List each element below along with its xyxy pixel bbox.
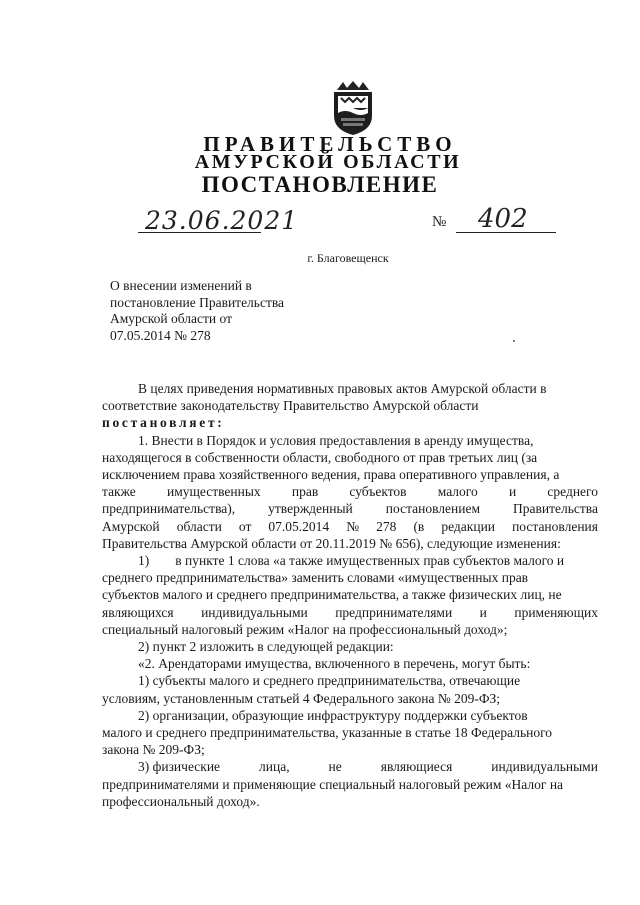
- body-line: закона № 209-ФЗ;: [102, 742, 205, 758]
- word: применяющих: [514, 604, 598, 620]
- body-line: В целях приведения нормативных правовых актов Амурской области в: [138, 381, 547, 396]
- word: также: [102, 484, 136, 500]
- body-line: малого и среднего предпринимательства, указанные в статье 18 Федерального: [102, 725, 553, 741]
- word: предпринимательства),: [102, 501, 236, 517]
- decree-word: постановляет:: [102, 415, 225, 431]
- body-line: Правительства Амурской области от 20.11.2019 № 656), следующие изменения:: [102, 535, 561, 551]
- body-line: специальный налоговый режим «Налог на профессиональный доход»;: [102, 621, 508, 637]
- word: лица,: [259, 759, 290, 775]
- word: утвержденный: [268, 501, 353, 517]
- item-text: в пункте 1 слова «а также имущественных прав субъектов малого и: [175, 553, 565, 569]
- org-title-line2: АМУРСКОЙ ОБЛАСТИ: [194, 151, 462, 173]
- subject-line: Амурской области от: [110, 311, 232, 327]
- body-line: [102, 552, 598, 569]
- subject-line: О внесении изменений в: [110, 278, 252, 293]
- word: Амурской: [102, 518, 160, 534]
- body-line-justified: [102, 483, 598, 500]
- word: индивидуальными: [491, 759, 598, 775]
- body-line: соответствие законодательству Правительство Амурской области: [102, 398, 479, 414]
- date-underline: [138, 232, 261, 233]
- document-body: [102, 380, 598, 810]
- handwritten-number: 402: [478, 204, 528, 234]
- body-line: условиям, установленным статьей 4 Федерального закона № 209-ФЗ;: [102, 690, 501, 706]
- body-line: 1) субъекты малого и среднего предпринимательства, отвечающие: [138, 673, 521, 689]
- body-line: среднего предпринимательства» заменить словами «имущественных прав: [102, 570, 529, 586]
- body-line: 2) пункт 2 изложить в следующей редакции:: [138, 639, 394, 655]
- word: и: [508, 484, 517, 500]
- word: №: [346, 518, 360, 534]
- word: 278: [376, 518, 397, 534]
- coat-of-arms-icon: [329, 80, 377, 136]
- word: редакции: [441, 518, 496, 534]
- word: постановления: [512, 518, 598, 534]
- word: прав: [291, 484, 319, 500]
- item-marker: 1): [138, 553, 150, 569]
- body-line-justified: [102, 518, 598, 535]
- word: имущественных: [166, 484, 261, 500]
- number-underline: [456, 232, 556, 233]
- word: от: [238, 518, 252, 534]
- word: предпринимателями: [335, 604, 453, 620]
- body-line: находящегося в собственности области, свободного от прав третьих лиц (за: [102, 449, 538, 465]
- word: малого: [437, 484, 478, 500]
- city-label: г. Благовещенск: [307, 251, 389, 265]
- number-sign: №: [432, 214, 447, 230]
- subject-line: 07.05.2014 № 278: [110, 327, 211, 343]
- word: являющиеся: [380, 759, 453, 775]
- body-line-justified: [102, 500, 598, 517]
- document-subject: [110, 278, 350, 344]
- word: и: [479, 604, 487, 620]
- word: Правительства: [513, 501, 598, 517]
- body-line-justified: [102, 758, 598, 775]
- body-line: субъектов малого и среднего предпринимательства, а также физических лиц, не: [102, 587, 562, 603]
- word: постановлением: [385, 501, 481, 517]
- word: являющихся: [102, 604, 174, 620]
- word: среднего: [547, 484, 598, 500]
- subject-line: постановление Правительства: [110, 294, 285, 310]
- org-title-line1: ПРАВИТЕЛЬСТВО: [203, 132, 457, 156]
- handwritten-date: 23.06.2021: [145, 206, 299, 235]
- word: индивидуальными: [201, 604, 308, 620]
- body-line: предпринимателями и применяющие специальный налоговый режим «Налог на: [102, 776, 564, 792]
- body-line: профессиональный доход».: [102, 793, 260, 809]
- body-line: 1. Внести в Порядок и условия предоставления в аренду имущества,: [138, 432, 534, 448]
- body-line: исключением права хозяйственного ведения, права оперативного управления, а: [102, 467, 560, 483]
- word: 3) физические: [138, 759, 221, 775]
- body-line-justified: [102, 604, 598, 621]
- body-line: 2) организации, образующие инфраструктуру поддержки субъектов: [138, 707, 528, 723]
- word: 07.05.2014: [268, 518, 330, 534]
- word: (в: [413, 518, 425, 534]
- document-type-title: ПОСТАНОВЛЕНИЕ: [201, 172, 439, 197]
- body-line: «2. Арендаторами имущества, включенного в перечень, могут быть:: [138, 656, 531, 672]
- word: не: [328, 759, 342, 775]
- word: области: [176, 518, 222, 534]
- scan-speck: [513, 340, 515, 342]
- word: субъектов: [349, 484, 407, 500]
